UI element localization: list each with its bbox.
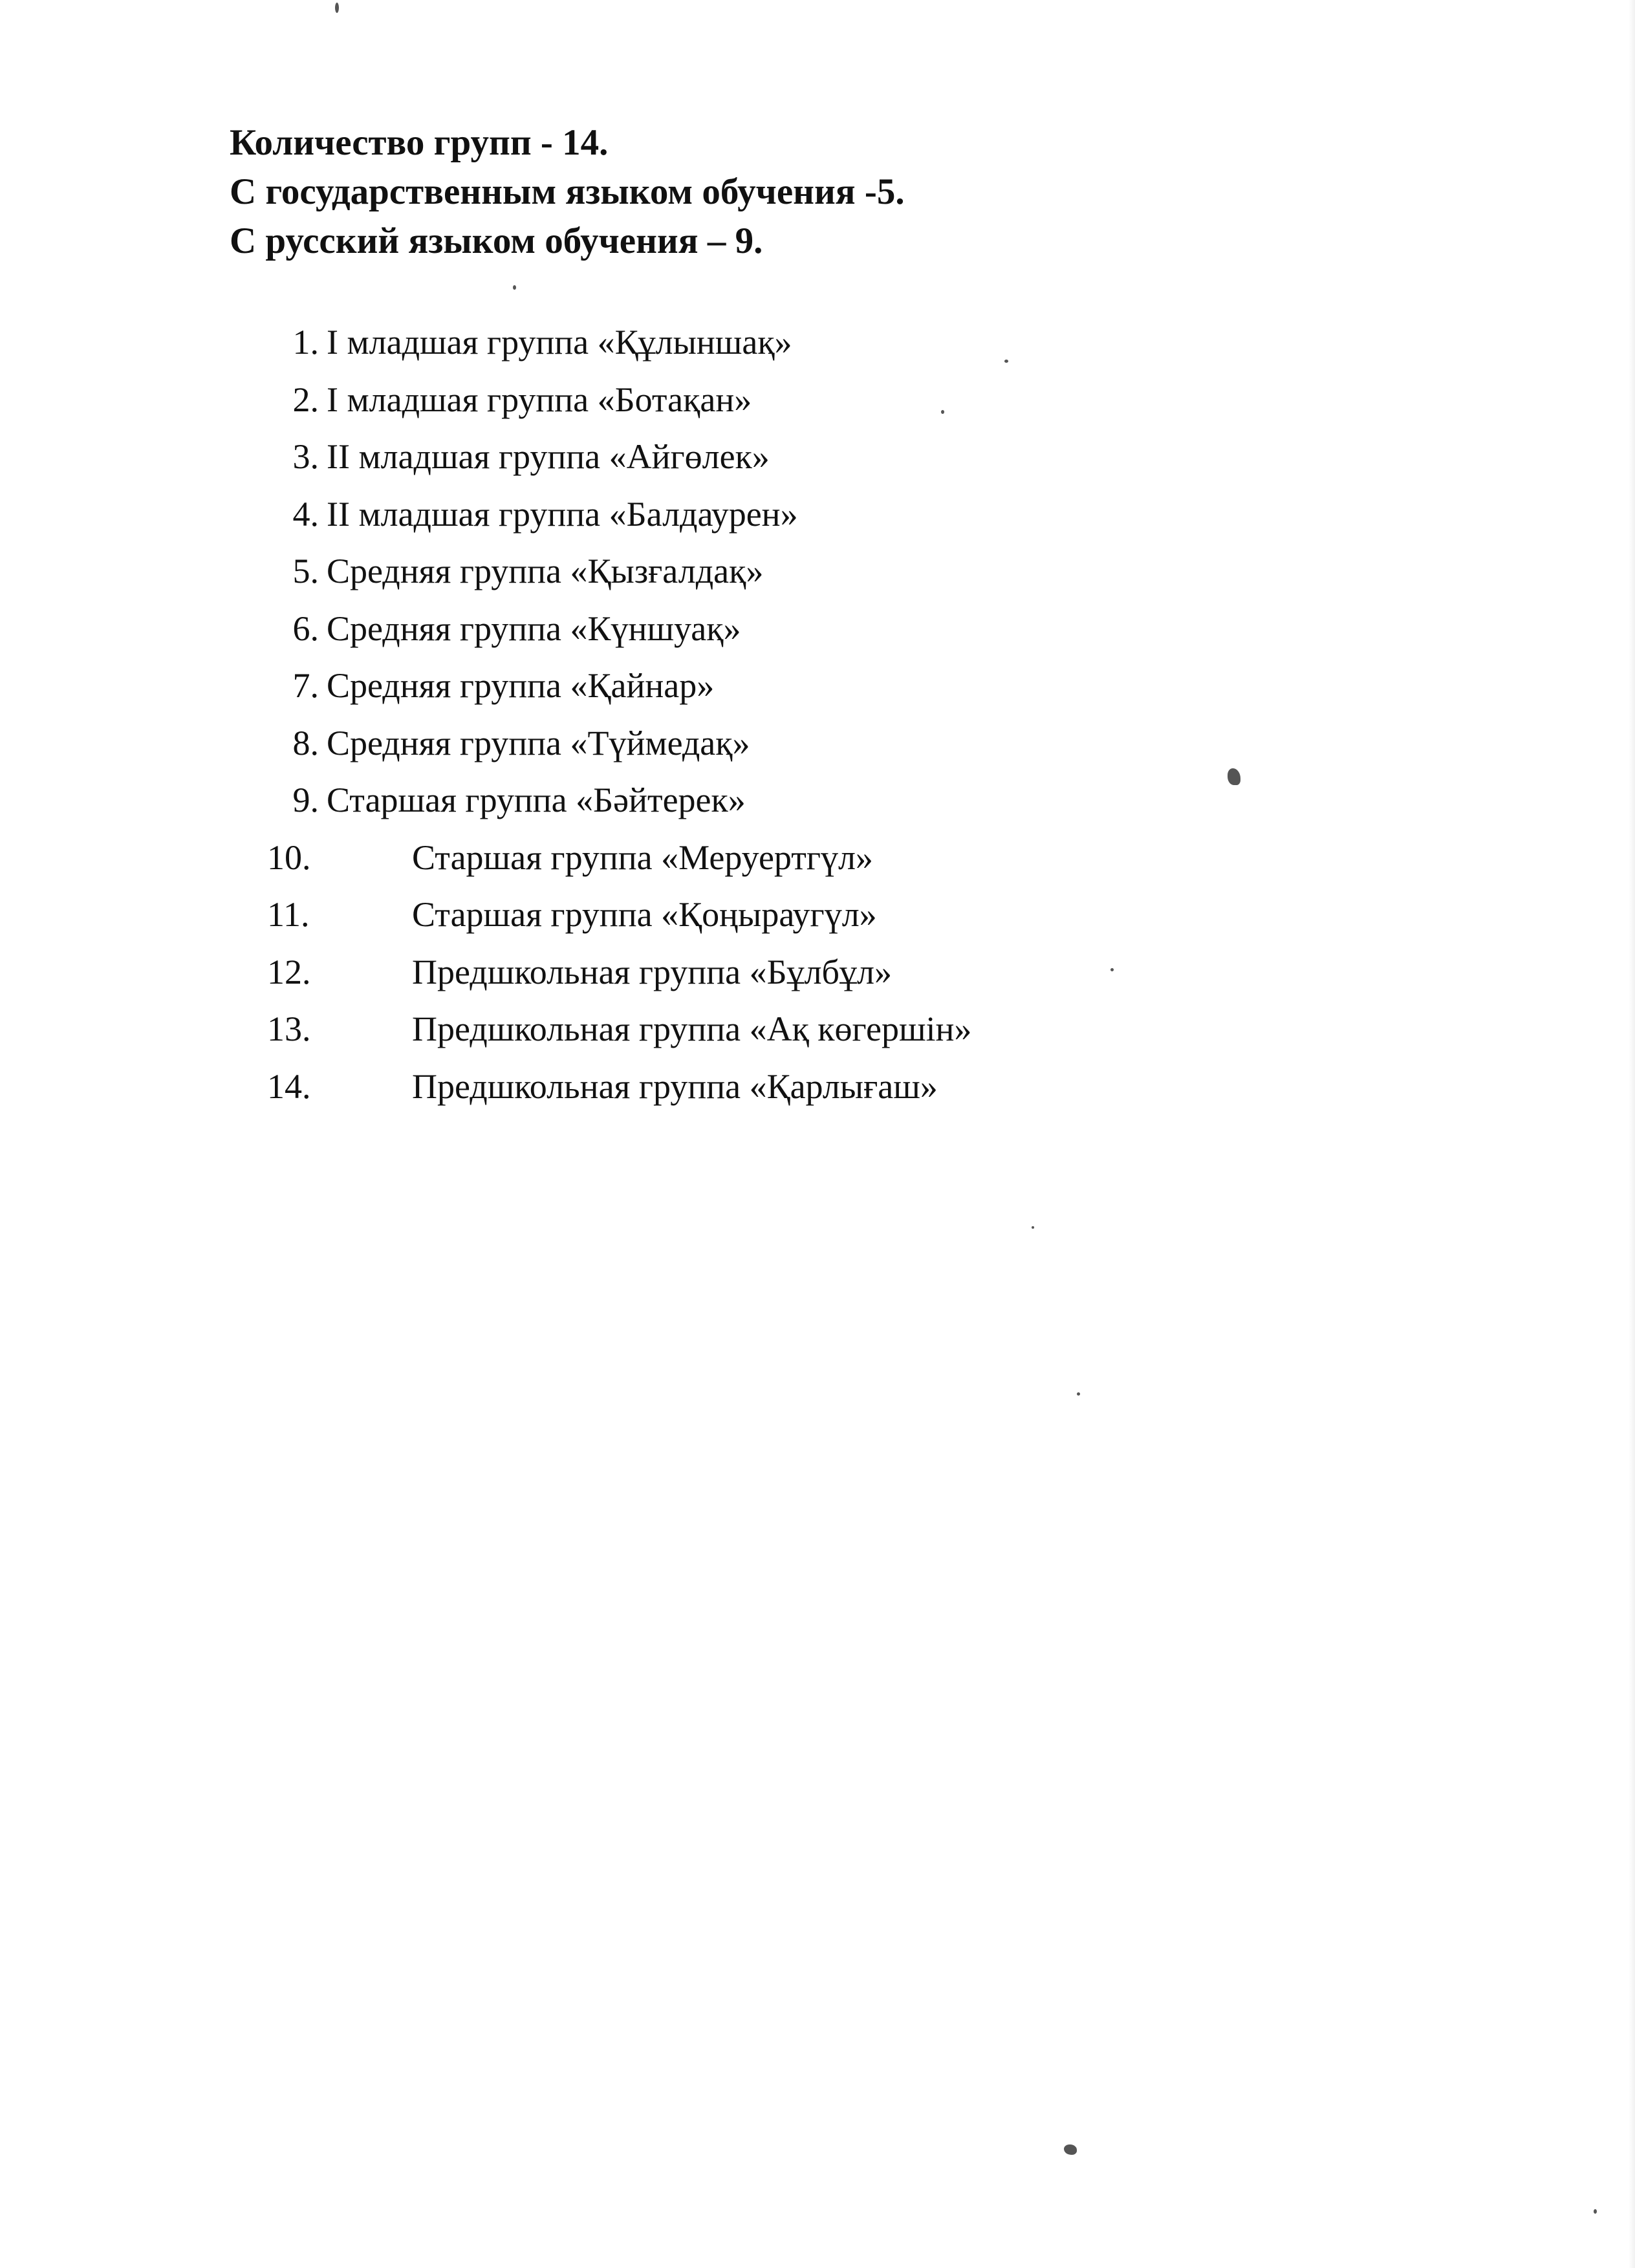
item-number: 3. bbox=[292, 437, 319, 476]
scan-speck bbox=[1004, 360, 1008, 363]
item-text: II младшая группа «Балдаурен» bbox=[327, 494, 798, 534]
list-item bbox=[267, 1058, 1496, 1116]
russian-language-groups-line: С русский языком обучения – 9. bbox=[230, 221, 763, 261]
item-text: Средняя группа «Түймедақ» bbox=[327, 723, 750, 762]
summary-header bbox=[230, 118, 1458, 266]
list-item bbox=[267, 371, 1496, 429]
scan-speck bbox=[1064, 2144, 1077, 2155]
item-text: Предшкольная группа «Бұлбұл» bbox=[412, 952, 892, 991]
scan-speck bbox=[1594, 2209, 1597, 2214]
scan-speck bbox=[513, 285, 516, 290]
scan-speck bbox=[1077, 1392, 1080, 1396]
list-item bbox=[267, 886, 1496, 944]
item-text: Старшая группа «Қоңыраугүл» bbox=[412, 895, 877, 934]
scan-speck bbox=[1110, 968, 1114, 971]
item-text: Средняя группа «Күншуақ» bbox=[327, 609, 741, 648]
item-number: 13. bbox=[267, 1010, 311, 1048]
item-text: Средняя группа «Қызғалдақ» bbox=[327, 552, 764, 590]
list-item bbox=[267, 715, 1496, 772]
item-text: Предшкольная группа «Ақ көгершін» bbox=[412, 1010, 972, 1048]
list-item bbox=[267, 486, 1496, 543]
item-number: 7. bbox=[292, 666, 319, 705]
list-item bbox=[267, 829, 1496, 887]
list-item bbox=[267, 657, 1496, 715]
list-item bbox=[267, 314, 1496, 371]
list-item bbox=[267, 772, 1496, 829]
item-number: 4. bbox=[292, 494, 319, 534]
list-item bbox=[267, 944, 1496, 1001]
item-number: 8. bbox=[292, 723, 319, 762]
list-item bbox=[267, 1000, 1496, 1058]
item-text: Старшая группа «Меруертгүл» bbox=[412, 837, 873, 877]
item-text: II младшая группа «Айгөлек» bbox=[327, 437, 770, 476]
item-number: 14. bbox=[267, 1066, 311, 1106]
list-item bbox=[267, 428, 1496, 486]
item-text: I младшая группа «Ботақан» bbox=[327, 380, 752, 419]
group-list bbox=[267, 314, 1496, 1115]
state-language-groups-line: С государственным языком обучения -5. bbox=[230, 171, 905, 212]
list-item bbox=[267, 543, 1496, 600]
list-item bbox=[267, 600, 1496, 658]
item-number: 1. bbox=[292, 323, 319, 362]
item-text: Предшкольная группа «Қарлығаш» bbox=[412, 1066, 938, 1106]
item-number: 5. bbox=[292, 552, 319, 590]
group-count-line: Количество групп - 14. bbox=[230, 122, 609, 163]
item-text: Старшая группа «Бәйтерек» bbox=[327, 781, 746, 819]
scan-edge-shadow bbox=[1629, 0, 1635, 2268]
scan-speck bbox=[335, 3, 339, 13]
item-text: Средняя группа «Қайнар» bbox=[327, 666, 715, 705]
item-number: 9. bbox=[292, 781, 319, 819]
item-text: I младшая группа «Құлыншақ» bbox=[327, 323, 792, 362]
item-number: 6. bbox=[292, 609, 319, 648]
item-number: 2. bbox=[292, 380, 319, 419]
scan-speck bbox=[941, 410, 944, 414]
item-number: 11. bbox=[267, 895, 310, 934]
item-number: 10. bbox=[267, 837, 311, 877]
scan-speck bbox=[1032, 1226, 1034, 1229]
item-number: 12. bbox=[267, 952, 311, 991]
